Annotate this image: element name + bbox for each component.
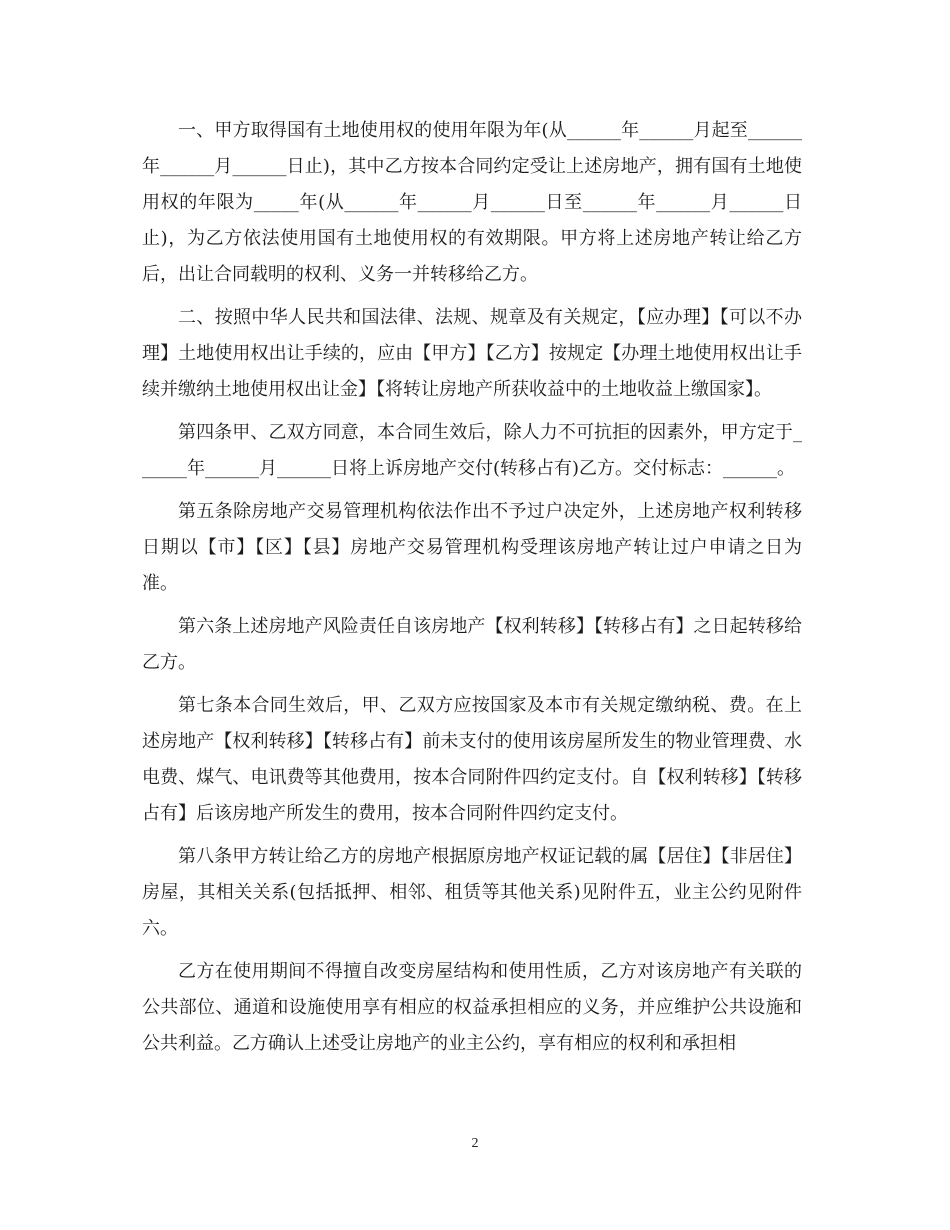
paragraph-usage-obligations: 乙方在使用期间不得擅自改变房屋结构和使用性质，乙方对该房地产有关联的公共部位、通道和设施使用享有相应的权益承担相应的义务，并应维护公共设施和公共利益。乙方确认上述受让房地产的业主公约，享有相应的权利和承担相 xyxy=(142,961,802,1054)
paragraph-land-use-term: 一、甲方取得国有土地使用权的使用年限为年(从______年______月起至______年______月______日止)，其中乙方按本合同约定受让上述房地产，拥有国有土地使用权的年限为_____年(从______年______月______日至______年______月______日止)，为乙方依法使用国有土地使用权的有效期限。甲方将上述房地产转让给乙方后，出让合同载明的权利、义务一并转移给乙方。 xyxy=(142,120,802,285)
paragraph-article-7-fees: 第七条本合同生效后，甲、乙双方应按国家及本市有关规定缴纳税、费。在上述房地产【权利转移】【转移占有】前未支付的使用该房屋所发生的物业管理费、水电费、煤气、电讯费等其他费用，按本合同附件四约定支付。自【权利转移】【转移占有】后该房地产所发生的费用，按本合同附件四约定支付。 xyxy=(142,695,802,824)
paragraph-article-4-delivery: 第四条甲、乙双方同意，本合同生效后，除人力不可抗拒的因素外，甲方定于______年______月______日将上诉房地产交付(转移占有)乙方。交付标志：______。 xyxy=(142,422,802,479)
paragraph-article-8-relations: 第八条甲方转让给乙方的房地产根据原房地产权证记载的属【居住】【非居住】房屋，其相关关系(包括抵押、相邻、租赁等其他关系)见附件五，业主公约见附件六。 xyxy=(142,846,802,939)
paragraph-land-transfer-procedures: 二、按照中华人民共和国法律、法规、规章及有关规定，【应办理】【可以不办理】土地使用权出让手续的，应由【甲方】【乙方】按规定【办理土地使用权出让手续并缴纳土地使用权出让金】【将转让房地产所获收益中的土地收益上缴国家】。 xyxy=(142,307,802,400)
paragraph-article-6-risk: 第六条上述房地产风险责任自该房地产【权利转移】【转移占有】之日起转移给乙方。 xyxy=(142,616,802,673)
paragraph-article-5-transfer-date: 第五条除房地产交易管理机构依法作出不予过户决定外，上述房地产权利转移日期以【市】【区】【县】房地产交易管理机构受理该房地产转让过户申请之日为准。 xyxy=(142,501,802,594)
document-body xyxy=(142,113,802,1069)
page-number: 2 xyxy=(471,1136,479,1151)
